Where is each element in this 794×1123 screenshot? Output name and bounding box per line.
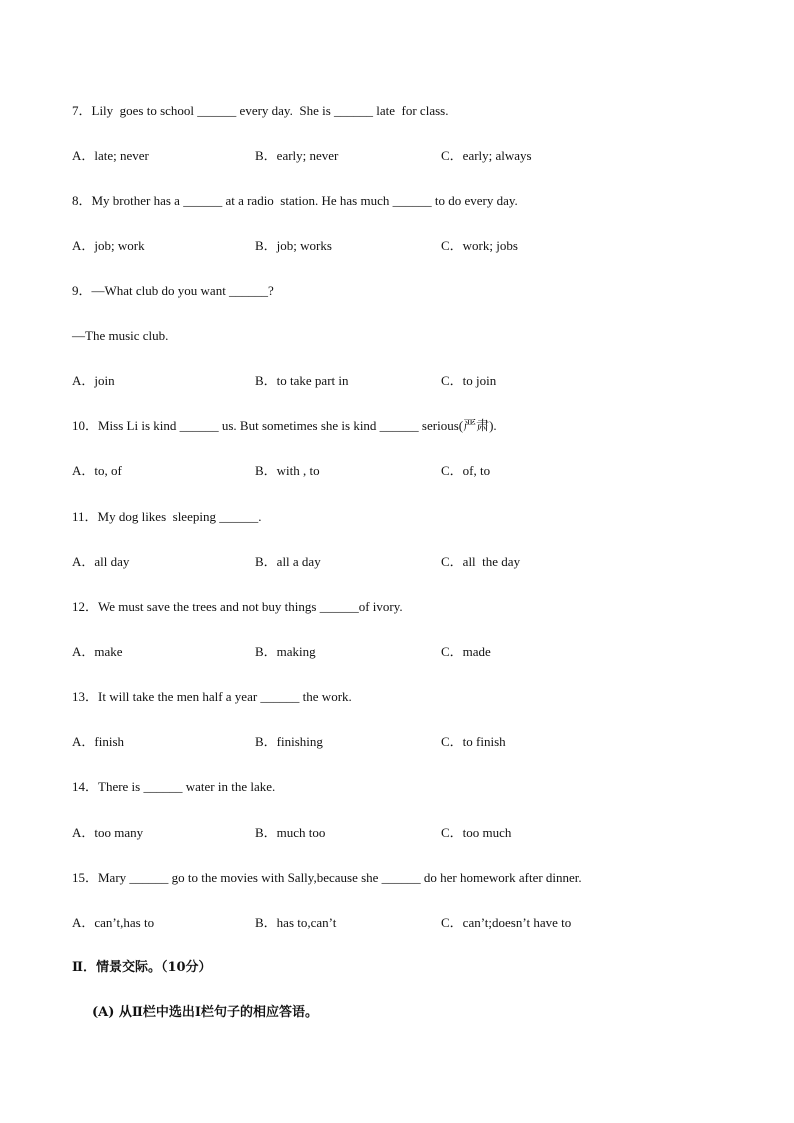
question-12-stem: 12．We must save the trees and not buy things ______of ivory. — [72, 599, 403, 614]
question-14-stem: 14．There is ______ water in the lake. — [72, 779, 276, 794]
question-9-option-b: B．to take part in — [255, 373, 349, 388]
question-11-stem: 11．My dog likes sleeping ______. — [72, 509, 262, 524]
question-10-option-b: B．with , to — [255, 463, 320, 478]
question-13-option-b: B．finishing — [255, 734, 323, 749]
question-15-option-a: A．can’t,has to — [72, 915, 155, 930]
question-15-stem: 15．Mary ______ go to the movies with Sally,because she ______ do her homework after dinner. — [72, 870, 582, 885]
question-9-option-a: A．join — [72, 373, 115, 388]
question-12-option-a: A．make — [72, 644, 123, 659]
question-13-option-a: A．finish — [72, 734, 125, 749]
subsection-title: (A) 从Ⅱ栏中选出Ⅰ栏句子的相应答语。 — [92, 1005, 318, 1020]
question-13-option-c: C．to finish — [441, 734, 506, 749]
question-7-stem: 7．Lily goes to school ______ every day. She is ______ late for class. — [72, 103, 449, 118]
question-11-option-c: C．all the day — [441, 554, 521, 569]
question-7-option-c: C．early; always — [441, 148, 532, 163]
question-15-option-c: C．can’t;doesn’t have to — [441, 915, 572, 930]
question-13-stem: 13．It will take the men half a year ______ the work. — [72, 689, 352, 704]
question-8-option-b: B．job; works — [255, 238, 332, 253]
question-8-stem: 8．My brother has a ______ at a radio station. He has much ______ to do every day. — [72, 193, 518, 208]
question-14-option-c: C．too much — [441, 825, 512, 840]
question-8-option-a: A．job; work — [72, 238, 145, 253]
question-12-option-b: B．making — [255, 644, 316, 659]
question-7-option-b: B．early; never — [255, 148, 339, 163]
question-10-option-a: A．to, of — [72, 463, 122, 478]
question-12-option-c: C．made — [441, 644, 491, 659]
question-9-stem: 9．—What club do you want ______? — [72, 283, 274, 298]
question-11-option-a: A．all day — [72, 554, 130, 569]
question-9-answer-line: —The music club. — [72, 328, 169, 343]
section-title: Ⅱ．情景交际。（10分） — [72, 960, 212, 975]
question-10-option-c: C．of, to — [441, 463, 491, 478]
question-14-option-b: B．much too — [255, 825, 326, 840]
question-9-option-c: C．to join — [441, 373, 497, 388]
question-7-option-a: A．late; never — [72, 148, 149, 163]
question-15-option-b: B．has to,can’t — [255, 915, 337, 930]
question-14-option-a: A．too many — [72, 825, 144, 840]
question-10-stem: 10．Miss Li is kind ______ us. But sometimes she is kind ______ serious(严肃). — [72, 418, 497, 433]
question-11-option-b: B．all a day — [255, 554, 321, 569]
question-8-option-c: C．work; jobs — [441, 238, 518, 253]
